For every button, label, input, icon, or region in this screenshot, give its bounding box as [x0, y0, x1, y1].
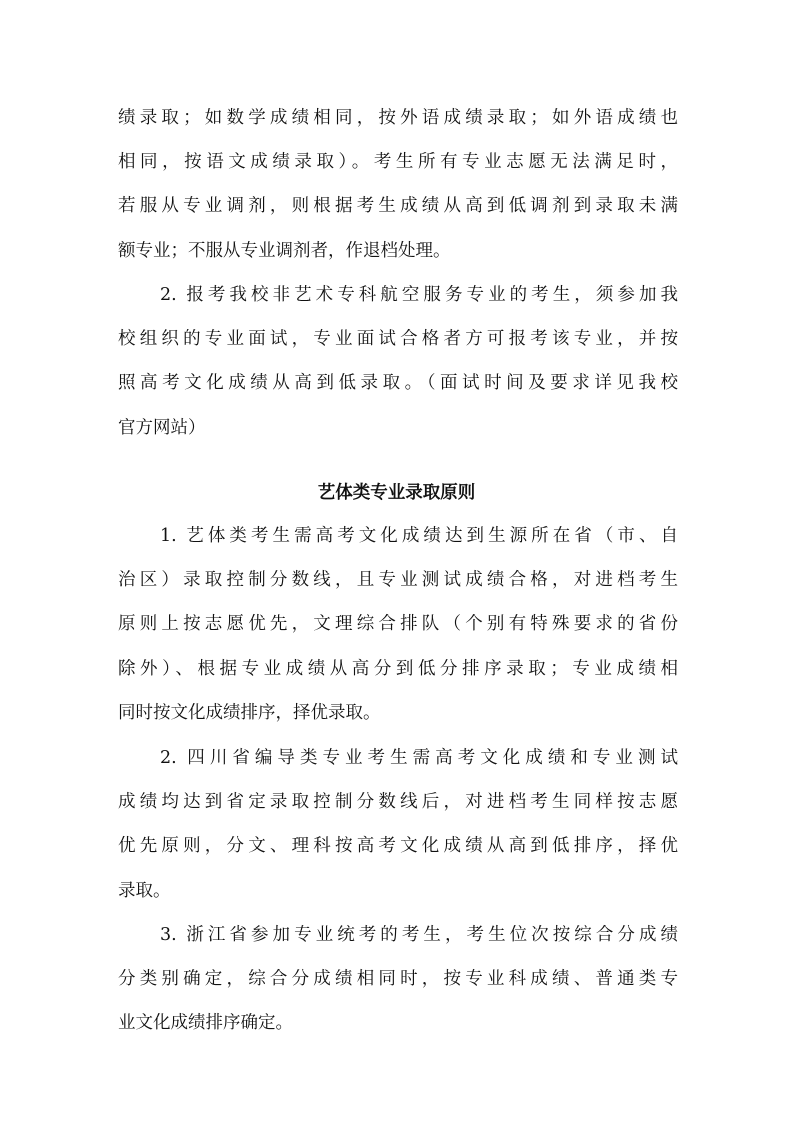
paragraph-line: 业文化成绩排序确定。 — [118, 1013, 293, 1033]
paragraph-line: 分类别确定，综合分成绩相同时，按专业科成绩、普通类专 — [118, 969, 678, 989]
paragraph-line: 成绩均达到省定录取控制分数线后，对进档考生同样按志愿 — [118, 792, 678, 812]
section-heading: 艺体类专业录取原则 — [317, 483, 476, 503]
paragraph-line: 除外）、根据专业成绩从高分到低分排序录取；专业成绩相 — [118, 659, 678, 679]
paragraph-line: 照高考文化成绩从高到低录取。（面试时间及要求详见我校 — [118, 373, 678, 393]
paragraph-line: 录取。 — [118, 881, 171, 901]
paragraph-line: 官方网站） — [118, 418, 206, 438]
paragraph-line: 2. 四川省编导类专业考生需高考文化成绩和专业测试 — [160, 748, 678, 768]
paragraph-line: 校组织的专业面试，专业面试合格者方可报考该专业，并按 — [118, 329, 678, 349]
paragraph-line: 同时按文化成绩排序，择优录取。 — [118, 703, 381, 723]
paragraph-line: 若服从专业调剂，则根据考生成绩从高到低调剂到录取未满 — [118, 196, 678, 216]
paragraph-line: 优先原则，分文、理科按高考文化成绩从高到低排序，择优 — [118, 836, 678, 856]
paragraph-line: 治区）录取控制分数线，且专业测试成绩合格，对进档考生 — [118, 570, 678, 590]
paragraph-line: 绩录取；如数学成绩相同，按外语成绩录取；如外语成绩也 — [118, 108, 678, 128]
paragraph-line: 额专业；不服从专业调剂者，作退档处理。 — [118, 241, 451, 261]
paragraph-line: 相同，按语文成绩录取）。考生所有专业志愿无法满足时， — [118, 152, 678, 172]
paragraph-line: 3. 浙江省参加专业统考的考生，考生位次按综合分成绩 — [160, 925, 678, 945]
paragraph-line: 原则上按志愿优先，文理综合排队（个别有特殊要求的省份 — [118, 614, 678, 634]
paragraph-line: 1. 艺体类考生需高考文化成绩达到生源所在省（市、自 — [160, 526, 678, 546]
paragraph-line: 2. 报考我校非艺术专科航空服务专业的考生，须参加我 — [160, 285, 678, 305]
